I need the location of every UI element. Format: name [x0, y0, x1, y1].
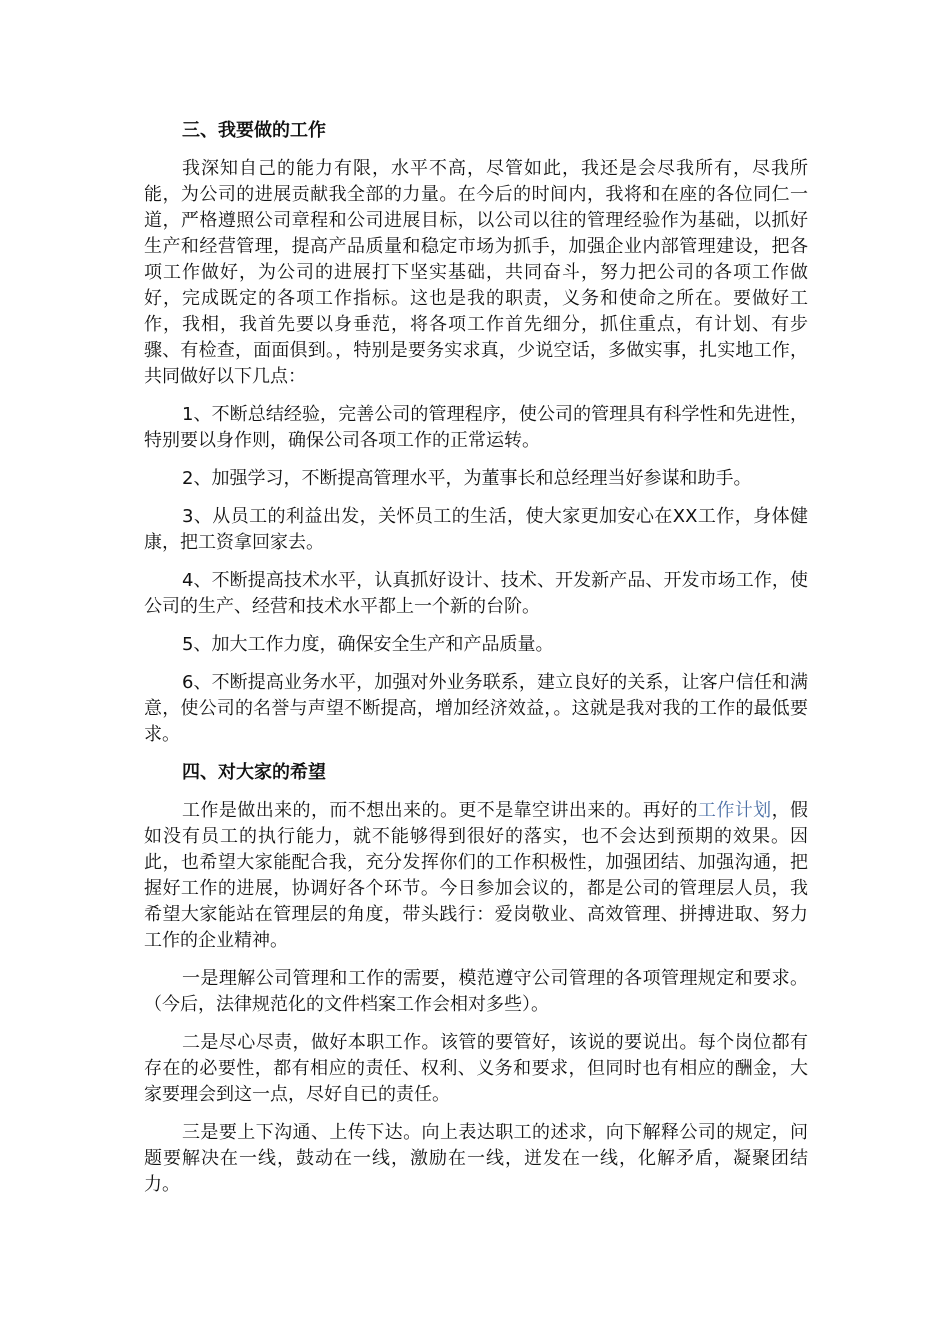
- intro-text-before-link: 工作是做出来的，而不想出来的。更不是靠空讲出来的。再好的: [182, 800, 698, 821]
- paragraph-work-intro: 我深知自己的能力有限，水平不高，尽管如此，我还是会尽我所有，尽我所能，为公司的进展贡献我全部的力量。在今后的时间内，我将和在座的各位同仁一道，严格遵照公司章程和公司进展目标，以公司以往的管理经验作为基础，以抓好生产和经营管理，提高产品质量和稳定市场为抓手，加强企业内部管理建设，把各项工作做好，为公司的进展打下坚实基础，共同奋斗，努力把公司的各项工作做好，完成既定的各项工作指标。这也是我的职责，义务和使命之所在。要做好工作，我相，我首先要以身垂范，将各项工作首先细分，抓住重点，有计划、有步骤、有检查，面面俱到。，特别是要务实求真，少说空话，多做实事，扎实地工作，共同做好以下几点：: [144, 158, 808, 387]
- list-item-6: 6、不断提高业务水平，加强对外业务联系，建立良好的关系，让客户信任和满意，使公司的名誉与声望不断提高，增加经济效益，。这就是我对我的工作的最低要求。: [144, 672, 808, 745]
- section-heading-work: 三、我要做的工作: [182, 120, 326, 141]
- intro-text-after-link: ，假如没有员工的执行能力，就不能够得到很好的落实，也不会达到预期的效果。因此，也希望大家能配合我，充分发挥你们的工作积极性，加强团结、加强沟通，把握好工作的进展，协调好各个环节。今日参加会议的，都是公司的管理层人员，我希望大家能站在管理层的角度，带头践行：爱岗敬业、高效管理、拼搏进取、努力工作的企业精神。: [144, 800, 809, 951]
- document-page: [144, 118, 808, 1210]
- list-item-3: 3、从员工的利益出发，关怀员工的生活，使大家更加安心在XX工作，身体健康，把工资拿回家去。: [144, 506, 808, 553]
- paragraph-hopes-intro: [144, 798, 808, 954]
- work-plan-link[interactable]: 工作计划: [697, 800, 772, 821]
- hope-item-1: 一是理解公司管理和工作的需要，模范遵守公司管理的各项管理规定和要求。（今后，法律规范化的文件档案工作会相对多些）。: [144, 968, 808, 1015]
- hope-item-2: 二是尽心尽责，做好本职工作。该管的要管好，该说的要说出。每个岗位都有存在的必要性，都有相应的责任、权利、义务和要求，但同时也有相应的酬金，大家要理会到这一点，尽好自已的责任。: [144, 1032, 808, 1105]
- section-heading-hopes: 四、对大家的希望: [182, 762, 326, 783]
- list-item-4: 4、不断提高技术水平，认真抓好设计、技术、开发新产品、开发市场工作，使公司的生产、经营和技术水平都上一个新的台阶。: [144, 570, 808, 617]
- list-item-2: 2、加强学习，不断提高管理水平，为董事长和总经理当好参谋和助手。: [182, 468, 752, 489]
- list-item-5: 5、加大工作力度，确保安全生产和产品质量。: [182, 634, 554, 655]
- list-item-1: 1、不断总结经验，完善公司的管理程序，使公司的管理具有科学性和先进性，特别要以身作则，确保公司各项工作的正常运转。: [144, 404, 808, 451]
- hope-item-3: 三是要上下沟通、上传下达。向上表达职工的述求，向下解释公司的规定，问题要解决在一线，鼓动在一线，激励在一线，迸发在一线，化解矛盾，凝聚团结力。: [144, 1122, 808, 1195]
